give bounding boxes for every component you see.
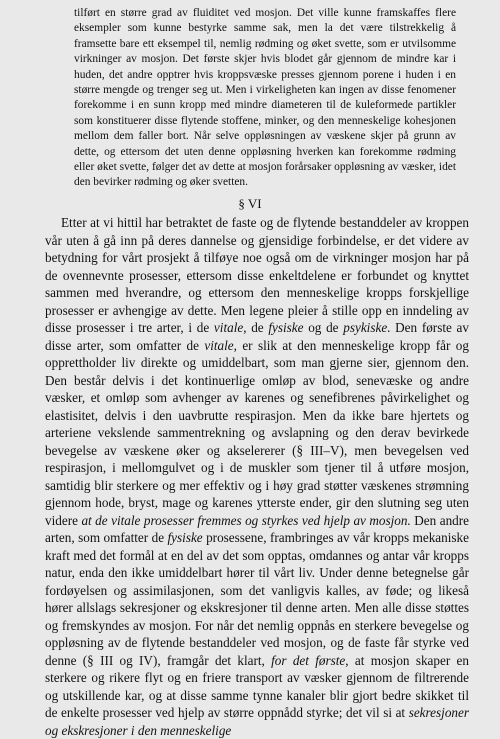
body-text-run: og de bbox=[303, 320, 344, 335]
body-text-run: prosessene, frambringes av vår kropps mekaniske kraft med det formål at en del av det som opptas, omdannes og antar vår kropps natur, enda den ikke umiddelbart hører til vårt liv. Under denne betegnelse går fordøyelsen og assimilasjonen, som det vanligvis kalles, av føde; og likeså hører allslags sekresjoner og ekskresjoner til denne arten. Men alle disse støttes og fremskyndes av mosjon. For når det nemlig oppnås en sterkere bevegelse og oppløsning av de flytende bestanddeler ved mosjon, og de faste får styrke ved denne (§ III og IV), framgår det klart, bbox=[45, 530, 469, 668]
italic-term: vitale bbox=[204, 337, 234, 353]
body-text-run: , de bbox=[243, 320, 269, 335]
italic-term: psykiske bbox=[343, 320, 388, 335]
italic-term: fysiske bbox=[268, 320, 304, 335]
italic-term: sekresjoner og ekskresjoner i den menneskelige bbox=[45, 705, 469, 738]
body-text-run: Den andre arten, som omfatter de bbox=[45, 512, 470, 545]
footnote-paragraph: tilført en større grad av fluiditet ved mosjon. Det ville kunne framskaffes flere eksempler som kunne bestyrke samme sak, men la det være tilstrekkelig å framsette bare ett eksempel til, nemlig rødming og øket svette, som er utvilsomme virkninger av mosjon. Det første skjer hvis blodet går gjennom de mindre kar i huden, det andre opptrer hvis kroppsvæske presses gjennom porene i huden i en større mengde og trenger seg ut. Men i virkeligheten kan ingen av disse fenomener forekomme i en sunn kropp med mindre diameteren til de kuleformede partikler som konstituerer disse flytende stoffene, minker, og den menneskelige kohesjonen mellom dem faller bort. Når selve oppløsningen av væskene skjer på grunn av dette, og ettersom det uten denne oppløsning hverken kan forekomme rødming eller øket svette, følger det av dette at mosjon forårsaker oppløsning av væsker, idet den bevirker rødming og øker svetten. bbox=[74, 7, 456, 189]
section-heading: § VI bbox=[238, 196, 262, 211]
italic-term: fysiske bbox=[167, 530, 203, 545]
body-text-run: . Den første av disse arter, som omfatter de bbox=[45, 320, 469, 353]
italic-term: at de vitale prosesser fremmes og styrkes ved hjelp av mosjon. bbox=[81, 512, 411, 528]
body-text-run: , at mosjon skaper en sterkere og rikere flyt og en friere transport av væsker gjennom de filtrerende og utskillende kar, og at disse samme tynne kanaler blir gjort bedre skikket til de enkelte prosesser ved hjelp av større oppnådd styrke; det vil si at bbox=[45, 652, 469, 720]
italic-term: for det første bbox=[271, 652, 346, 668]
italic-term: vitale bbox=[213, 320, 244, 335]
body-text-run: , er slik at den menneskelige kropp får og opprettholder liv direkte og umiddelbart, som man gjerne sier, gjennom den. Den består delvis i det kontinuerlige omløp av blod, senevæske og andre væsker, et omløp som avhenger av karenes og senefibrenes påvirkelighet og elastisitet, delvis i den uavbrutte respirasjon. Men da ikke bare hjertets og arteriene vekslende sammentrekning og avslapning og den derav bevirkede bevegelse av væskene øker og akselererer (§ III–V), men bevegelsen ved respirasjon, i mellomgulvet og i de muskler som tjener til å utføre mosjon, samtidig blir sterkere og mer effektiv og i høy grad støtter væskenes strømning gjennom hode, bryst, mage og karenes ytterste ender, gir den slutning seg uten videre bbox=[45, 337, 469, 528]
body-text-run: Etter at vi hittil har betraktet de faste og de flytende bestanddeler av kroppen vår uten å gå inn på deres dannelse og gjensidige forbindelse, er det videre av betydning for vårt prosjekt å tilføye noe også om de virkninger mosjon har på de ovennevnte prosesser, ettersom disse enkeltdelene er forbundet og knyttet sammen med hverandre, og ettersom den menneskelige kropps forskjellige prosesser er avhengige av dette. Men legene pleier å stille opp en inndeling av disse prosesser i tre arter, i de bbox=[45, 215, 469, 335]
body-paragraph bbox=[45, 214, 469, 739]
